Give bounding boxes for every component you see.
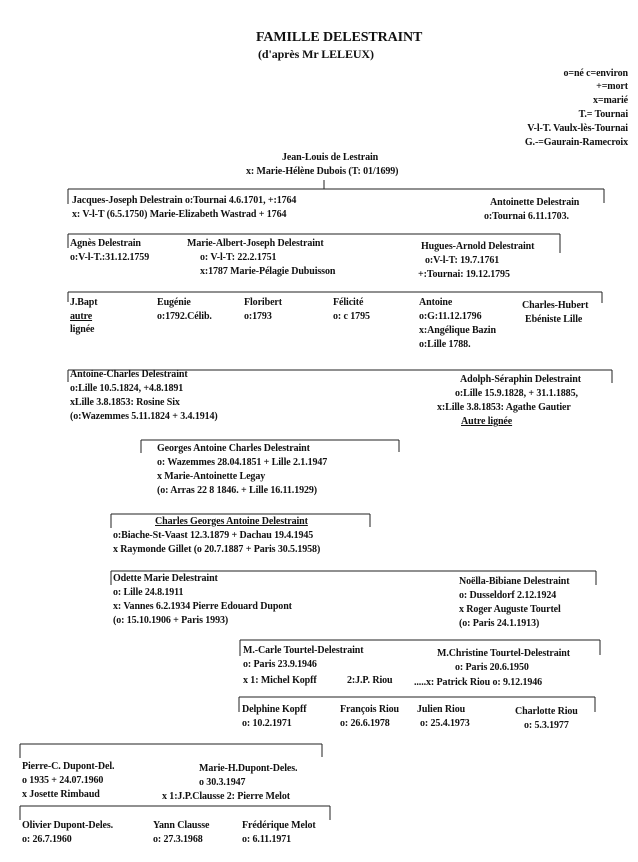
agnes-dates: o:V-l-T.:31.12.1759 [70,252,150,263]
m-carle-spouse-1: x 1: Michel Kopff [243,675,317,686]
legend-line-1: o=né c=environ [563,68,628,79]
m-carle-spouse-2: 2:J.P. Riou [347,675,393,686]
georges-antoine-spouse: x Marie-Antoinette Legay [157,471,266,482]
francois-birth: o: 26.6.1978 [340,718,390,729]
eugenie-name: Eugénie [157,297,191,308]
odette-name: Odette Marie Delestraint [113,573,218,584]
adolph-seraphin-name: Adolph-Séraphin Delestraint [460,374,581,385]
legend-line-6: G.-=Gaurain-Ramecroix [524,137,628,148]
charles-georges-dates: o:Biache-St-Vaast 12.3.1879 + Dachau 19.4.1945 [113,530,314,541]
georges-antoine-spouse-dates: (o: Arras 22 8 1846. + Lille 16.11.1929) [157,485,318,496]
francois-name: François Riou [340,704,399,715]
marie-albert-spouse: x:1787 Marie-Pélagie Dubuisson [200,266,336,277]
charles-georges-spouse: x Raymonde Gillet (o 20.7.1887 + Paris 30.5.1958) [113,544,321,555]
jacques-joseph-spouse: x: V-l-T (6.5.1750) Marie-Elizabeth Wastrad + 1764 [72,209,287,220]
yann-birth: o: 27.3.1968 [153,834,203,845]
noella-spouse-dates: (o: Paris 24.1.1913) [459,618,540,629]
m-carle-name: M.-Carle Tourtel-Delestraint [243,645,364,656]
antoine-spouse: x:Angélique Bazin [419,325,496,336]
olivier-name: Olivier Dupont-Deles. [22,820,114,831]
eugenie-dates: o:1792.Célib. [157,311,212,322]
hugues-arnold-name: Hugues-Arnold Delestraint [421,241,535,252]
antoine-charles-dates: o:Lille 10.5.1824, +4.8.1891 [70,383,184,394]
jacques-joseph-name: Jacques-Joseph Delestrain o:Tournai 4.6.1701, +:1764 [72,195,297,206]
marie-albert-birth: o: V-l-T: 22.2.1751 [200,252,277,263]
marie-h-name: Marie-H.Dupont-Deles. [199,763,298,774]
antoinette-name: Antoinette Delestrain [490,197,580,208]
antoine-charles-spouse: xLille 3.8.1853: Rosine Six [70,397,180,408]
odette-spouse: x: Vannes 6.2.1934 Pierre Edouard Dupont [113,601,292,612]
julien-birth: o: 25.4.1973 [420,718,470,729]
delphine-birth: o: 10.2.1971 [242,718,292,729]
jbapt-name: J.Bapt [70,297,98,308]
jean-louis-name: Jean-Louis de Lestrain [282,152,379,163]
antoine-spouse-birth: o:Lille 1788. [419,339,471,350]
floribert-dates: o:1793 [244,311,272,322]
pierre-c-name: Pierre-C. Dupont-Del. [22,761,115,772]
pierre-c-dates: o 1935 + 24.07.1960 [22,775,104,786]
odette-spouse-dates: (o: 15.10.1906 + Paris 1993) [113,615,229,626]
antoine-charles-name: Antoine-Charles Delestraint [70,369,188,380]
julien-name: Julien Riou [417,704,466,715]
charles-hubert-job: Ebéniste Lille [525,314,583,325]
jbapt-autre: autre [70,311,93,322]
yann-name: Yann Clausse [153,820,210,831]
m-christine-name: M.Christine Tourtel-Delestraint [437,648,570,659]
marie-h-spouses: x 1:J.P.Clausse 2: Pierre Melot [162,791,290,802]
antoine-charles-spouse-dates: (o:Wazemmes 5.11.1824 + 3.4.1914) [70,411,218,422]
marie-h-birth: o 30.3.1947 [199,777,246,788]
frederique-name: Frédérique Melot [242,820,316,831]
legend-line-3: x=marié [593,95,628,106]
charlotte-name: Charlotte Riou [515,706,578,717]
page-title: FAMILLE DELESTRAINT [256,30,423,45]
noella-name: Noëlla-Bibiane Delestraint [459,576,570,587]
m-carle-birth: o: Paris 23.9.1946 [243,659,317,670]
felicite-dates: o: c 1795 [333,311,370,322]
olivier-birth: o: 26.7.1960 [22,834,72,845]
antoinette-birth: o:Tournai 6.11.1703. [484,211,569,222]
delphine-name: Delphine Kopff [242,704,307,715]
adolph-seraphin-spouse: x:Lille 3.8.1853: Agathe Gautier [437,402,571,413]
felicite-name: Félicité [333,297,364,308]
adolph-seraphin-dates: o:Lille 15.9.1828, + 31.1.1885, [455,388,578,399]
legend-line-2: +=mort [596,81,628,92]
noella-birth: o: Dusseldorf 2.12.1924 [459,590,557,601]
hugues-arnold-birth: o:V-l-T: 19.7.1761 [425,255,500,266]
noella-spouse: x Roger Auguste Tourtel [459,604,561,615]
adolph-seraphin-note: Autre lignée [461,416,513,427]
m-christine-birth: o: Paris 20.6.1950 [455,662,529,673]
jbapt-lignee: lignée [70,324,95,335]
antoine-birth: o:G:11.12.1796 [419,311,482,322]
agnes-name: Agnès Delestrain [70,238,141,249]
floribert-name: Floribert [244,297,282,308]
antoine-name: Antoine [419,297,453,308]
pierre-c-spouse: x Josette Rimbaud [22,789,100,800]
charles-hubert-name: Charles-Hubert [522,300,589,311]
frederique-birth: o: 6.11.1971 [242,834,292,845]
charles-georges-name: Charles Georges Antoine Delestraint [155,516,308,527]
page-subtitle: (d'après Mr LELEUX) [258,47,374,61]
charlotte-birth: o: 5.3.1977 [524,720,569,731]
odette-birth: o: Lille 24.8.1911 [113,587,184,598]
legend-line-5: V-l-T. Vaulx-lès-Tournai [527,123,628,134]
hugues-arnold-death: +:Tournai: 19.12.1795 [418,269,510,280]
legend-line-4: T.= Tournai [578,109,628,120]
m-christine-spouse: .....x: Patrick Riou o: 9.12.1946 [414,677,543,688]
jean-louis-spouse: x: Marie-Hélène Dubois (T: 01/1699) [246,166,399,177]
georges-antoine-name: Georges Antoine Charles Delestraint [157,443,310,454]
marie-albert-name: Marie-Albert-Joseph Delestraint [187,238,324,249]
georges-antoine-dates: o: Wazemmes 28.04.1851 + Lille 2.1.1947 [157,457,328,468]
